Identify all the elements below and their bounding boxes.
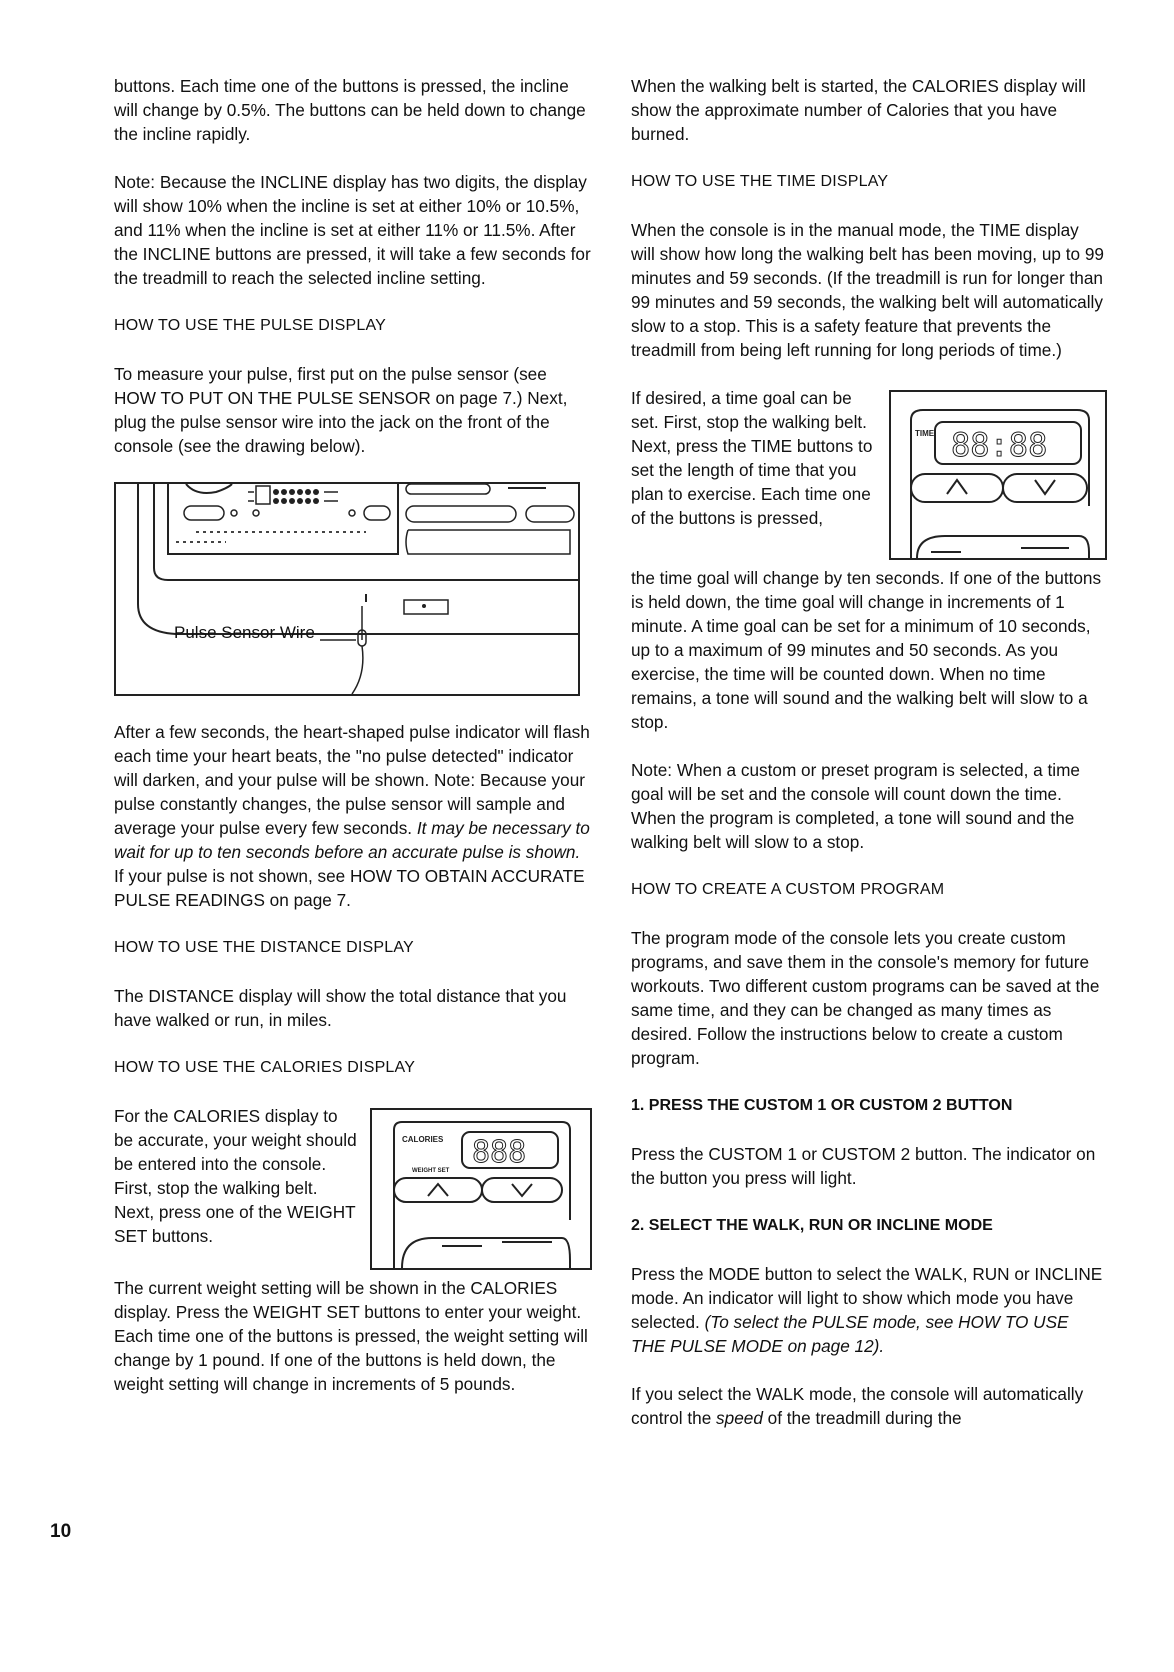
- weight-set-label: WEIGHT SET: [412, 1168, 450, 1174]
- time-display-heading: HOW TO USE THE TIME DISPLAY: [631, 173, 889, 190]
- pulse-text-part2: If your pulse is not shown, see HOW TO OBTAIN ACCURATE PULSE READINGS on page 7.: [114, 866, 585, 910]
- step2-italic-text: (To select the PULSE mode, see HOW TO USE THE PULSE MODE on page 12).: [631, 1312, 1069, 1356]
- pulse-result-paragraph: [114, 720, 592, 912]
- time-indicator-label: TIME: [915, 429, 935, 438]
- pulse-text-italic: It may be necessary to wait for up to ten seconds before an accurate pulse is shown.: [114, 818, 590, 862]
- time-program-note-paragraph: Note: When a custom or preset program is selected, a time goal will be set and the console will count down the time. When the program is completed, a tone will sound and the walking belt will slow to a stop.: [631, 760, 1080, 852]
- walk-mode-text-italic: speed: [716, 1408, 763, 1428]
- calories-indicator-label: CALORIES: [402, 1135, 444, 1144]
- left-column: [114, 74, 592, 1420]
- pulse-sensor-wire-label: Pulse Sensor Wire: [174, 623, 315, 642]
- distance-paragraph: The DISTANCE display will show the total distance that you have walked or run, in miles.: [114, 986, 567, 1030]
- weight-up-button[interactable]: [394, 1178, 482, 1202]
- console-drawing: [116, 484, 578, 694]
- pulse-instructions-paragraph: To measure your pulse, first put on the pulse sensor (see HOW TO PUT ON THE PULSE SENSOR on page 7.) Next, plug the pulse sensor wire into the jack on the front of the console (see the drawing below).: [114, 364, 568, 456]
- step2-heading: 2. SELECT THE WALK, RUN OR INCLINE MODE: [631, 1217, 993, 1234]
- time-display-figure: [889, 390, 1107, 560]
- chevron-up-icon: [947, 480, 967, 494]
- time-digits: 88:88: [951, 426, 1048, 464]
- calories-burned-paragraph: When the walking belt is started, the CALORIES display will show the approximate number of Calories that you have burned.: [631, 76, 1086, 144]
- pulse-text-part1: After a few seconds, the heart-shaped pulse indicator will flash each time your heart beats, the "no pulse detected" indicator will darken, and your pulse will be shown. Note: Because your pulse constantly changes, the pulse sensor will sample and average your pulse every few seconds.: [114, 722, 590, 838]
- walk-mode-text-part2: of the treadmill during the: [767, 1408, 962, 1428]
- incline-note-paragraph: Note: Because the INCLINE display has two digits, the display will show 10% when the incline is set at either 10% or 10.5%, and 11% when the incline is set at either 11% or 11.5%. After the INCLINE buttons are pressed, it will take a few seconds for the treadmill to reach the selected incline setting.: [114, 172, 591, 288]
- walk-mode-paragraph: [631, 1382, 1107, 1430]
- walk-mode-text-part1: If you select the WALK mode, the console will automatically control the: [631, 1384, 1084, 1428]
- weight-down-button[interactable]: [482, 1178, 562, 1202]
- right-column: [631, 74, 1107, 1454]
- calories-weight-paragraph: The current weight setting will be shown in the CALORIES display. Press the WEIGHT SET buttons to enter your weight. Each time one of the buttons is pressed, the weight setting will change by 1 pound. If one of the buttons is held down, the weight setting will change in increments of 5 pounds.: [114, 1278, 588, 1394]
- calories-display-heading: HOW TO USE THE CALORIES DISPLAY: [114, 1059, 416, 1076]
- custom-program-paragraph: The program mode of the console lets you create custom programs, and save them in the console's memory for future workouts. Two different custom programs can be saved at the same time, and they can be changed as many times as desired. Follow the instructions below to create a custom program.: [631, 928, 1100, 1068]
- pulse-sensor-figure: [114, 482, 580, 696]
- time-manual-paragraph: When the console is in the manual mode, the TIME display will show how long the walking belt has been moving, up to 99 minutes and 59 seconds. (If the treadmill is run for longer than 99 minutes and 59 seconds, the walking belt will automatically slow to a stop. This is a safety feature that prevents the treadmill from being left running for long periods of time.): [631, 220, 1104, 360]
- chevron-down-icon: [1035, 480, 1055, 494]
- chevron-up-icon: [428, 1184, 448, 1196]
- chevron-down-icon: [512, 1184, 532, 1196]
- time-goal-float-text: If desired, a time goal can be set. First, stop the walking belt. Next, press the TIME buttons to set the length of time that you plan to exercise. Each time one of the buttons is pressed,: [631, 388, 873, 528]
- time-up-button[interactable]: [911, 474, 1003, 502]
- step1-paragraph: Press the CUSTOM 1 or CUSTOM 2 button. The indicator on the button you press will light.: [631, 1144, 1096, 1188]
- distance-display-heading: HOW TO USE THE DISTANCE DISPLAY: [114, 939, 414, 956]
- calories-digits: 888: [472, 1135, 527, 1170]
- pulse-display-heading: HOW TO USE THE PULSE DISPLAY: [114, 317, 387, 334]
- step2-text: Press the MODE button to select the WALK, RUN or INCLINE mode. An indicator will light to show which mode you have selected.: [631, 1264, 1103, 1332]
- page-number: 10: [50, 1521, 72, 1542]
- time-console-drawing: [891, 392, 1105, 558]
- step1-heading: 1. PRESS THE CUSTOM 1 OR CUSTOM 2 BUTTON: [631, 1097, 1013, 1114]
- time-down-button[interactable]: [1003, 474, 1087, 502]
- custom-program-heading: HOW TO CREATE A CUSTOM PROGRAM: [631, 881, 945, 898]
- calories-console-drawing: [372, 1110, 590, 1268]
- step2-paragraph: [631, 1262, 1107, 1358]
- time-goal-paragraph: the time goal will change by ten seconds. If one of the buttons is held down, the time goal will change in increments of 1 minute. A time goal can be set for a minimum of 10 seconds, up to a maximum of 99 minutes and 50 seconds. As you exercise, the time will be counted down. When no time remains, a tone will sound and the walking belt will slow to a stop.: [631, 568, 1102, 732]
- calories-display-figure: [370, 1108, 592, 1270]
- calories-instructions-float-text: For the CALORIES display to be accurate, your weight should be entered into the console. First, stop the walking belt. Next, press one of the WEIGHT SET buttons.: [114, 1106, 357, 1246]
- incline-paragraph: buttons. Each time one of the buttons is pressed, the incline will change by 0.5%. The buttons can be held down to change the incline rapidly.: [114, 76, 586, 144]
